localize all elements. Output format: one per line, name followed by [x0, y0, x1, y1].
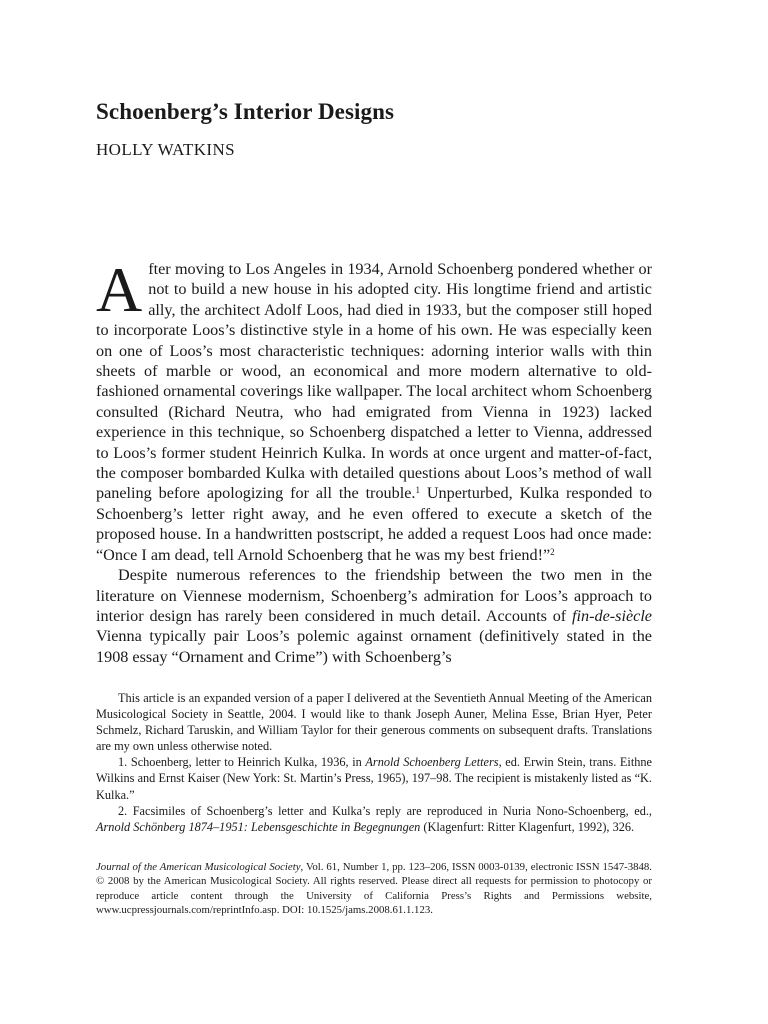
- body-italic-text: fin-de-siècle: [572, 606, 652, 625]
- footnote-text: 2. Facsimiles of Schoenberg’s letter and Kulka’s reply are reproduced in Nuria Nono-Schoenberg, ed.,: [118, 803, 652, 818]
- body-paragraph-2: [96, 565, 652, 667]
- journal-name: Journal of the American Musicological Society: [96, 861, 301, 873]
- footnote-text: 1. Schoenberg, letter to Heinrich Kulka, 1936, in: [118, 755, 366, 770]
- footnote-text: (Klagenfurt: Ritter Klagenfurt, 1992), 326.: [420, 819, 635, 834]
- footnote-ref-2[interactable]: 2: [550, 546, 555, 557]
- footnote-ref-1[interactable]: 1: [415, 485, 420, 496]
- footnote-1: [96, 754, 652, 802]
- body-text: Unperturbed, Kulka responded to Schoenberg’s letter right away, and he even offered to execute a sketch of the proposed house. In a handwritten postscript, he added a request Loos had once made: “Once I am dead, tell Arnold Schoenberg that he was my best friend!”: [96, 484, 652, 564]
- footnote-2: [96, 803, 652, 835]
- footnotes: [96, 690, 652, 835]
- footnote-intro: This article is an expanded version of a paper I delivered at the Seventieth Annual Meeting of the American Musicological Society in Seattle, 2004. I would like to thank Joseph Auner, Melina Esse, Brian Hyer, Peter Schmelz, Richard Taruskin, and William Taylor for their generous comments on subsequent drafts. Translations are my own unless otherwise noted.: [96, 691, 652, 754]
- journal-footer: [96, 860, 652, 918]
- footnote-italic-title: Arnold Schoenberg Letters: [365, 755, 499, 770]
- journal-citation: [96, 860, 652, 918]
- footnote-italic-title: Arnold Schönberg 1874–1951: Lebensgeschichte in Begegnungen: [96, 819, 421, 834]
- article-title: Schoenberg’s Interior Designs: [96, 99, 395, 124]
- article-author: HOLLY WATKINS: [96, 140, 236, 159]
- drop-cap: A: [96, 254, 143, 325]
- footnote-text: , ed. Erwin Stein, trans. Eithne Wilkins and Ernst Kaiser (New York: St. Martin’s Press, 1965), 197–98. The recipient is mistakenly listed as “K. Kulka.”: [96, 755, 652, 802]
- body-text: Vienna typically pair Loos’s polemic against ornament (definitively stated in the 1908 essay “Ornament and Crime”) with Schoenberg’s: [96, 627, 652, 666]
- body-text: fter moving to Los Angeles in 1934, Arnold Schoenberg pondered whether or not to build a new house in his adopted city. His longtime friend and artistic ally, the architect Adolf Loos, had died in 1933, but the composer still hoped to incorporate Loos’s distinctive style in a home of his own. He was especially keen on one of Loos’s most characteristic techniques: adorning interior walls with thin sheets of marble or wood, an economical and more modern alternative to old-fashioned ornamental coverings like wallpaper. The local architect whom Schoenberg consulted (Richard Neutra, who had emigrated from Vienna in 1923) lacked experience in this technique, so Schoenberg dispatched a letter to Vienna, addressed to Loos’s former student Heinrich Kulka. In words at once urgent and matter-of-fact, the composer bombarded Kulka with detailed questions about Loos’s method of wall paneling before apologizing for all the trouble.: [96, 260, 652, 503]
- body-text: Despite numerous references to the friendship between the two men in the literature on Viennese modernism, Schoenberg’s admiration for Loos’s approach to interior design has rarely been considered in much detail. Accounts of: [96, 566, 652, 625]
- article-body: [96, 254, 652, 667]
- body-paragraph-1: [96, 254, 652, 565]
- journal-details: , Vol. 61, Number 1, pp. 123–206, ISSN 0003-0139, electronic ISSN 1547-3848. © 2008 by the American Musicological Society. All rights reserved. Please direct all requests for permission to photocopy or reproduce article content through the University of California Press’s Rights and Permissions website, www.ucpressjournals.com/reprintInfo.asp. DOI: 10.1525/jams.2008.61.1.123.: [96, 861, 652, 917]
